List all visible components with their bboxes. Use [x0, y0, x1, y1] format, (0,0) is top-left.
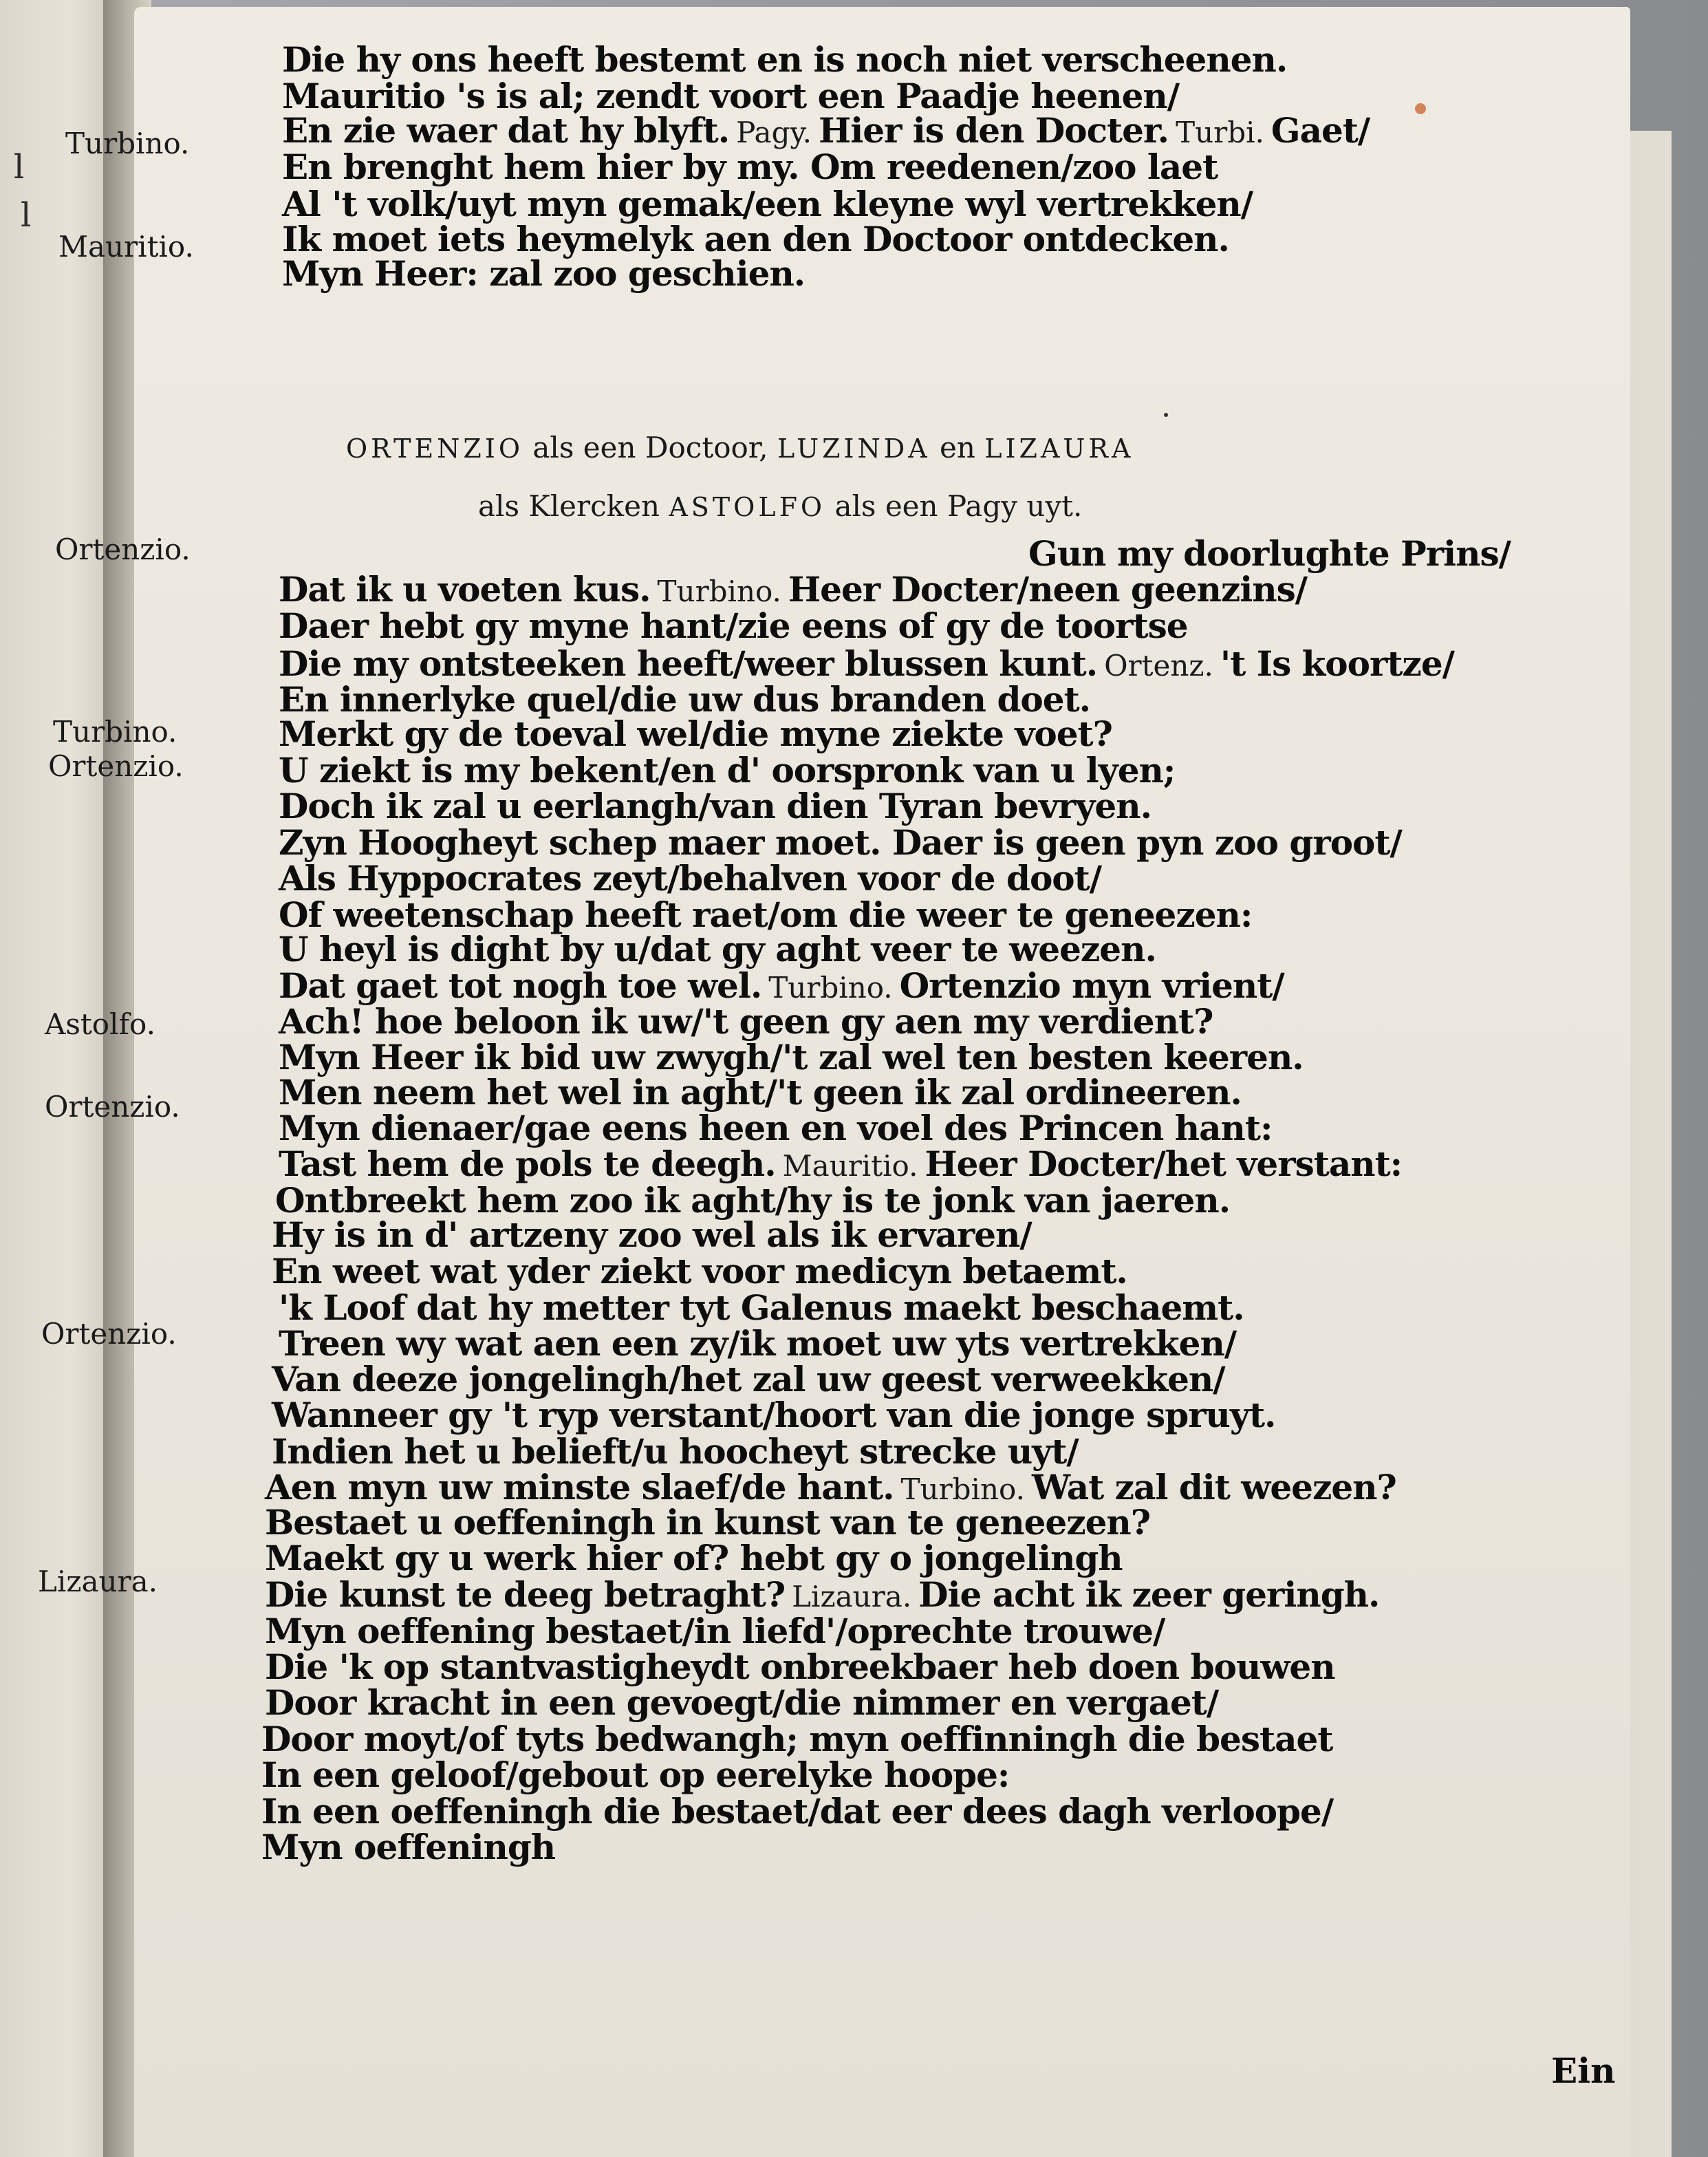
verse-line: [261, 1791, 1334, 1832]
verse-text: Gun my doorlughte Prins/: [1028, 533, 1511, 574]
verse-text: 't Is koortze/: [1220, 643, 1454, 684]
verse-line: [265, 1467, 1396, 1507]
verse-line: [265, 1574, 1380, 1615]
verse-text: Als Hyppocrates zeyt/behalven voor de doot/: [279, 858, 1102, 899]
verse-line: [282, 219, 1229, 259]
speaker-name: Turbino.: [53, 715, 177, 749]
verse-line: [282, 253, 806, 294]
verse-line: [279, 1287, 1244, 1328]
verse-line: [279, 1108, 1273, 1148]
verse-text: En weet wat yder ziekt voor medicyn betaemt.: [272, 1251, 1127, 1291]
scene-heading-line-1: [346, 433, 1134, 462]
verse-line: [279, 643, 1454, 684]
verse-line: [279, 750, 1176, 791]
character-name: ASTOLFO: [669, 492, 826, 522]
verse-text: Hy is in d' artzeny zoo wel als ik ervaren/: [272, 1214, 1032, 1255]
verse-text: Merkt gy de toeval wel/die myne ziekte voet?: [279, 713, 1112, 754]
verse-text: En brenght hem hier by my. Om reedenen/zoo laet: [282, 147, 1218, 187]
verse-line: [279, 713, 1112, 754]
verse-text: Door moyt/of tyts bedwangh; myn oeffinningh die bestaet: [261, 1719, 1333, 1759]
verse-text: Die hy ons heeft bestemt en is noch niet verscheenen.: [282, 39, 1288, 80]
verse-text: Daer hebt gy myne hant/zie eens of gy de toortse: [279, 605, 1188, 646]
verse-line: [279, 822, 1402, 863]
inline-speaker-name: Lizaura.: [792, 1580, 912, 1613]
verse-text: En innerlyke quel/die uw dus branden doet.: [279, 679, 1091, 720]
verse-text: Ortenzio myn vrient/: [899, 965, 1284, 1006]
verse-text: Maekt gy u werk hier of? hebt gy o jongelingh: [265, 1538, 1123, 1578]
verse-line: [279, 569, 1308, 610]
verse-line: [261, 1754, 1010, 1795]
verse-text: Treen wy wat aen een zy/ik moet uw yts vertrekken/: [279, 1323, 1237, 1364]
verse-text: Myn Heer ik bid uw zwygh/'t zal wel ten besten keeren.: [279, 1037, 1304, 1077]
verse-line: [275, 1180, 1231, 1221]
verse-text: Myn Heer: zal zoo geschien.: [282, 253, 806, 294]
character-name: LIZAURA: [984, 433, 1134, 464]
verse-line: [279, 1072, 1242, 1113]
inline-speaker-name: Turbino.: [900, 1472, 1025, 1506]
speaker-name: Ortenzio.: [48, 749, 184, 783]
inline-speaker-name: Mauritio.: [782, 1149, 918, 1183]
left-page-glyph: l: [21, 196, 32, 235]
verse-text: U heyl is dight by u/dat gy aght veer te weezen.: [279, 929, 1156, 969]
verse-text: Myn dienaer/gae eens heen en voel des Princen hant:: [279, 1108, 1273, 1148]
verse-text: Die my ontsteeken heeft/weer blussen kunt.: [279, 643, 1098, 684]
catchword: Ein: [1551, 2050, 1616, 2091]
scene-heading-line-2: [478, 489, 1083, 523]
verse-line: [265, 1682, 1219, 1723]
verse-text: Mauritio 's is al; zendt voort een Paadje heenen/: [282, 76, 1180, 116]
verse-text: Indien het u belieft/u hoocheyt strecke uyt/: [272, 1431, 1079, 1472]
verse-text: Heer Docter/het verstant:: [925, 1144, 1403, 1184]
verse-line: [279, 894, 1253, 935]
verse-text: Tast hem de pols te deegh.: [279, 1144, 776, 1184]
verse-line: [282, 76, 1180, 116]
speaker-name: Lizaura.: [38, 1565, 158, 1598]
speaker-name: Mauritio.: [58, 230, 194, 264]
verse-line: [261, 1827, 556, 1867]
verse-text: Myn oeffening bestaet/in liefd'/oprechte trouwe/: [265, 1611, 1165, 1651]
verse-line: [272, 1395, 1276, 1435]
inline-speaker-name: Turbi.: [1176, 116, 1264, 149]
speaker-name: Turbino.: [65, 127, 190, 160]
verse-text: En zie waer dat hy blyft.: [282, 110, 730, 151]
inline-speaker-name: Turbino.: [657, 575, 781, 608]
verse-line: [279, 1001, 1213, 1042]
verse-text: Ik moet iets heymelyk aen den Doctoor ontdecken.: [282, 219, 1229, 259]
verse-line: [279, 679, 1091, 720]
verse-line: [279, 858, 1102, 899]
verse-text: Gaet/: [1271, 110, 1370, 151]
left-page-edge: [0, 0, 117, 2157]
verse-line: [279, 786, 1152, 826]
heading-text: als een Pagy uyt.: [825, 489, 1083, 523]
verse-text: Doch ik zal u eerlangh/van dien Tyran bevryen.: [279, 786, 1152, 826]
book-page: [38, 7, 1630, 2157]
verse-line: [282, 110, 1370, 151]
verse-line: [279, 1144, 1403, 1184]
verse-text: U ziekt is my bekent/en d' oorspronk van u lyen;: [279, 750, 1176, 791]
verse-text: Die 'k op stantvastigheydt onbreekbaer heb doen bouwen: [265, 1646, 1335, 1687]
verse-line: [272, 1214, 1032, 1255]
inline-speaker-name: Turbino.: [768, 971, 893, 1005]
verse-line: [265, 1646, 1335, 1687]
heading-text: als een Doctoor,: [523, 431, 777, 464]
verse-text: In een oeffeningh die bestaet/dat eer dees dagh verloope/: [261, 1791, 1334, 1832]
verse-text: Dat ik u voeten kus.: [279, 569, 651, 610]
verse-text: Die acht ik zeer geringh.: [918, 1574, 1380, 1615]
verse-text: Wanneer gy 't ryp verstant/hoort van die jonge spruyt.: [272, 1395, 1276, 1435]
verse-text: Die kunst te deeg betraght?: [265, 1574, 786, 1615]
speaker-name: Ortenzio.: [41, 1317, 177, 1351]
verse-text: 'k Loof dat hy metter tyt Galenus maekt beschaemt.: [279, 1287, 1244, 1328]
verse-line: [282, 39, 1288, 80]
verse-line: [272, 1359, 1225, 1399]
verse-text: Myn oeffeningh: [261, 1827, 556, 1867]
verse-text: Ach! hoe beloon ik uw/'t geen gy aen my verdient?: [279, 1001, 1213, 1042]
verse-line: [272, 1431, 1079, 1472]
verse-text: Bestaet u oeffeningh in kunst van te geneezen?: [265, 1502, 1151, 1543]
verse-text: Dat gaet tot nogh toe wel.: [279, 965, 762, 1006]
heading-text: als Klercken: [478, 489, 669, 523]
verse-text: Aen myn uw minste slaef/de hant.: [265, 1467, 894, 1507]
verse-line: [265, 1538, 1123, 1578]
ornament-dot: [1164, 413, 1168, 417]
verse-line: [265, 1502, 1151, 1543]
verse-text: Ontbreekt hem zoo ik aght/hy is te jonk van jaeren.: [275, 1180, 1231, 1221]
verse-text: Al 't volk/uyt myn gemak/een kleyne wyl vertrekken/: [282, 184, 1253, 224]
verse-text: Of weetenschap heeft raet/om die weer te geneezen:: [279, 894, 1253, 935]
character-name: ORTENZIO: [346, 433, 523, 464]
verse-line: [261, 1719, 1333, 1759]
verse-text: Men neem het wel in aght/'t geen ik zal ordineeren.: [279, 1072, 1242, 1113]
verse-text: Wat zal dit weezen?: [1031, 1467, 1396, 1507]
character-name: LUZINDA: [777, 433, 931, 464]
verse-line: [279, 929, 1156, 969]
speaker-name: Ortenzio.: [45, 1090, 180, 1124]
verse-text: Heer Docter/neen geenzins/: [788, 569, 1308, 610]
speaker-name: Ortenzio.: [55, 533, 191, 566]
left-page-glyph: l: [14, 148, 25, 186]
verse-text: In een geloof/gebout op eerelyke hoope:: [261, 1754, 1010, 1795]
verse-text: Door kracht in een gevoegt/die nimmer en vergaet/: [265, 1682, 1219, 1723]
inline-speaker-name: Ortenz.: [1104, 649, 1213, 683]
verse-line: [279, 965, 1284, 1006]
verse-text: Zyn Hoogheyt schep maer moet. Daer is geen pyn zoo groot/: [279, 822, 1402, 863]
verse-line: [282, 184, 1253, 224]
verse-line: [279, 1037, 1304, 1077]
verse-line: [279, 1323, 1237, 1364]
verse-line: [1028, 533, 1511, 574]
verse-text: Van deeze jongelingh/het zal uw geest verweekken/: [272, 1359, 1225, 1399]
speaker-name: Astolfo.: [45, 1007, 155, 1041]
verse-line: [272, 1251, 1127, 1291]
heading-text: en: [930, 431, 985, 464]
inline-speaker-name: Pagy.: [736, 116, 812, 149]
verse-line: [265, 1611, 1165, 1651]
verse-line: [279, 605, 1188, 646]
verse-line: [282, 147, 1218, 187]
paper-stain: [1415, 103, 1426, 114]
verse-text: Hier is den Docter.: [818, 110, 1169, 151]
